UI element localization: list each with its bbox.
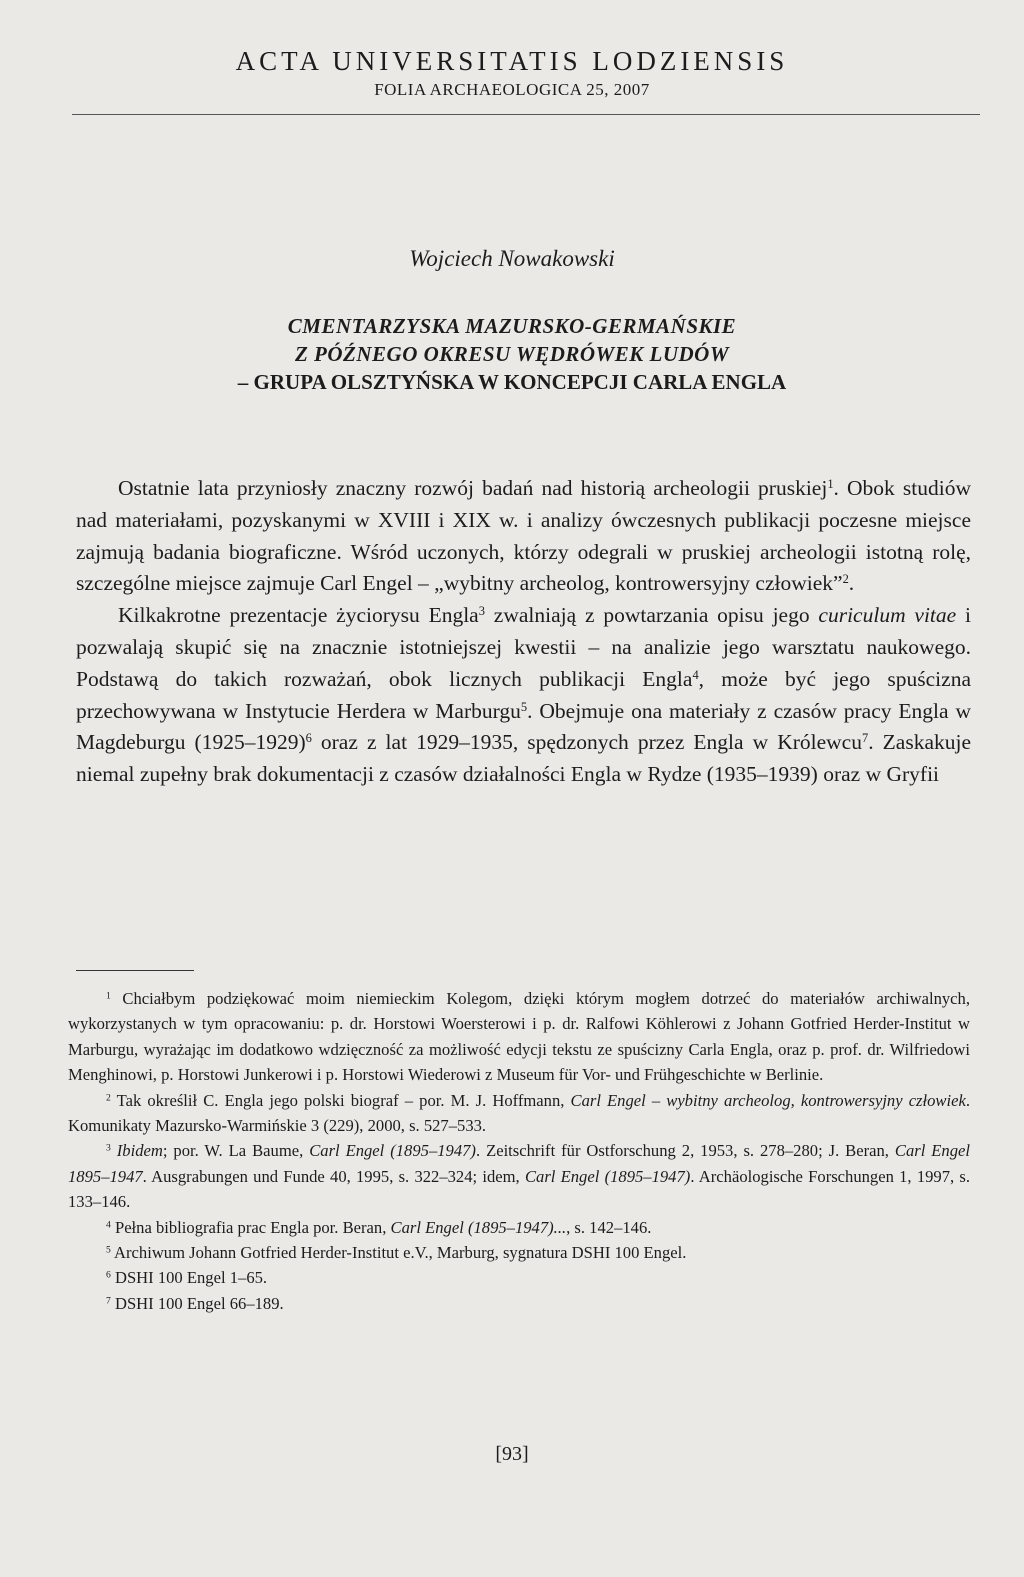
footnote-ref[interactable]: 7 — [861, 731, 869, 746]
journal-volume: FOLIA ARCHAEOLOGICA 25, 2007 — [374, 80, 650, 99]
footnote-italic: Ibidem — [116, 1141, 163, 1161]
article-author: Wojciech Nowakowski — [409, 246, 615, 271]
footnote-text: . Zeitschrift für Ostforschung 2, 1953, s. 278–280; J. Beran, — [475, 1141, 895, 1161]
footnote-italic: Carl Engel 1895–1947 — [68, 1141, 970, 1186]
footnote-ref[interactable]: 2 — [842, 572, 849, 587]
article-body — [76, 473, 971, 791]
footnote-number: 7 — [106, 1295, 111, 1307]
header-divider — [72, 114, 980, 115]
footnote-text: . Ausgrabungen und Funde 40, 1995, s. 322–324; idem, — [142, 1166, 525, 1186]
footnote-text: Tak określił C. Engla jego polski biograf – por. M. J. Hoffmann, — [110, 1090, 571, 1110]
footnote-divider — [76, 970, 194, 971]
footnote-7 — [68, 1291, 970, 1316]
body-text: Kilkakrotne prezentacje życiorysu Engla — [118, 603, 479, 628]
footnote-ref[interactable]: 3 — [478, 604, 485, 619]
footnote-number: 3 — [106, 1143, 111, 1155]
footnote-5 — [68, 1240, 970, 1265]
footnote-text: Pełna bibliografia prac Engla por. Beran, — [110, 1217, 391, 1237]
footnote-text: Chciałbym podziękować moim niemieckim Kolegom, dzięki którym mogłem dotrzeć do materiałów archiwalnych, wykorzystanych w tym opracowaniu: p. dr. Horstowi Woersterowi i p. dr. Ralfowi Köhlerowi z Johann Gotfried Herder-Institut w Marburgu, wyrażając im dodatkowo wdzięczność za możliwość edycji tekstu ze spuścizny Carla Engla, oraz p. prof. dr. Wilfriedowi Menghinowi, p. Horstowi Junkerowi i p. Horstowi Wiederowi z Museum für Vor- und Frühgeschichte w Berlinie. — [68, 989, 970, 1085]
body-text: . Obejmuje ona materiały z czasów pracy Engla w Magdeburgu (1925–1929) — [76, 698, 971, 755]
title-line-2: Z PÓŹNEGO OKRESU WĘDRÓWEK LUDÓW — [294, 342, 729, 366]
footnote-text: , s. 142–146. — [566, 1217, 652, 1237]
article-title — [0, 312, 1024, 396]
footnote-number: 1 — [106, 990, 111, 1002]
footnote-number: 2 — [106, 1092, 111, 1104]
body-text: . Zaskakuje niemal zupełny brak dokumentacji z czasów działalności Engla w Rydze (1935–1939) oraz w Gryfii — [76, 730, 972, 787]
body-text: Ostatnie lata przyniosły znaczny rozwój badań nad historią archeologii pruskiej — [118, 476, 828, 500]
footnote-text: . Archäologische Forschungen 1, 1997, s. 133–146. — [68, 1166, 971, 1212]
body-text: oraz z lat 1929–1935, spędzonych przez Engla w Królewcu — [311, 730, 862, 755]
title-line-1: CMENTARZYSKA MAZURSKO-GERMAŃSKIE — [287, 314, 737, 338]
footnote-italic: Carl Engel (1895–1947) — [309, 1141, 476, 1161]
body-text: i pozwalają skupić się na znacznie istotniejszej kwestii – na analizie jego warsztatu naukowego. Podstawą do takich rozważań, obok licznych publikacji Engla — [76, 603, 971, 691]
running-header — [0, 44, 1024, 100]
footnote-text: DSHI 100 Engel 66–189. — [110, 1293, 284, 1313]
journal-title: ACTA UNIVERSITATIS LODZIENSIS — [235, 46, 789, 76]
footnote-number: 6 — [106, 1270, 111, 1282]
footnote-italic: Carl Engel (1895–1947)... — [390, 1217, 567, 1237]
footnote-4 — [68, 1215, 970, 1240]
body-paragraph — [76, 473, 971, 600]
body-italic: curiculum vitae — [818, 603, 957, 628]
footnote-italic: Carl Engel (1895–1947) — [524, 1166, 691, 1186]
footnote-italic: Carl Engel – wybitny archeolog, kontrowersyjny człowiek — [570, 1090, 966, 1110]
footnote-ref[interactable]: 4 — [692, 667, 699, 682]
footnote-number: 4 — [106, 1219, 111, 1231]
footnote-text: Archiwum Johann Gotfried Herder-Institut e.V., Marburg, sygnatura DSHI 100 Engel. — [110, 1243, 687, 1263]
footnote-6 — [68, 1265, 970, 1290]
body-text: zwalniają z powtarzania opisu jego — [484, 603, 819, 628]
footnote-text: DSHI 100 Engel 1–65. — [110, 1268, 268, 1288]
footnote-ref[interactable]: 1 — [827, 477, 834, 492]
body-paragraph — [76, 600, 971, 791]
footnote-text: . Komunikaty Mazursko-Warmińskie 3 (229), 2000, s. 527–533. — [68, 1090, 970, 1136]
footnote-ref[interactable]: 6 — [305, 731, 312, 746]
footnote-number: 5 — [106, 1244, 111, 1256]
page-number: [93] — [495, 1443, 529, 1465]
footnote-text: ; por. W. La Baume, — [162, 1141, 310, 1161]
footnote-2 — [68, 1088, 970, 1139]
footnotes — [68, 986, 970, 1316]
body-text: . — [848, 571, 855, 596]
footnote-3 — [68, 1138, 970, 1214]
body-text: . Obok studiów nad materiałami, pozyskanymi w XVIII i XIX w. i analizy ówczesnych publikacji poczesne miejsce zajmują badania biograficzne. Wśród uczonych, którzy odegrali w pruskiej archeologii istotną rolę, szczególne miejsce zajmuje Carl Engel – „wybitny archeolog, kontrowersyjny człowiek” — [76, 476, 971, 596]
footnote-1 — [68, 986, 970, 1088]
body-text: , może być jego spuścizna przechowywana w Instytucie Herdera w Marburgu — [76, 666, 971, 723]
footnote-ref[interactable]: 5 — [520, 699, 528, 714]
title-line-3: – GRUPA OLSZTYŃSKA W KONCEPCJI CARLA ENGLA — [237, 370, 787, 394]
